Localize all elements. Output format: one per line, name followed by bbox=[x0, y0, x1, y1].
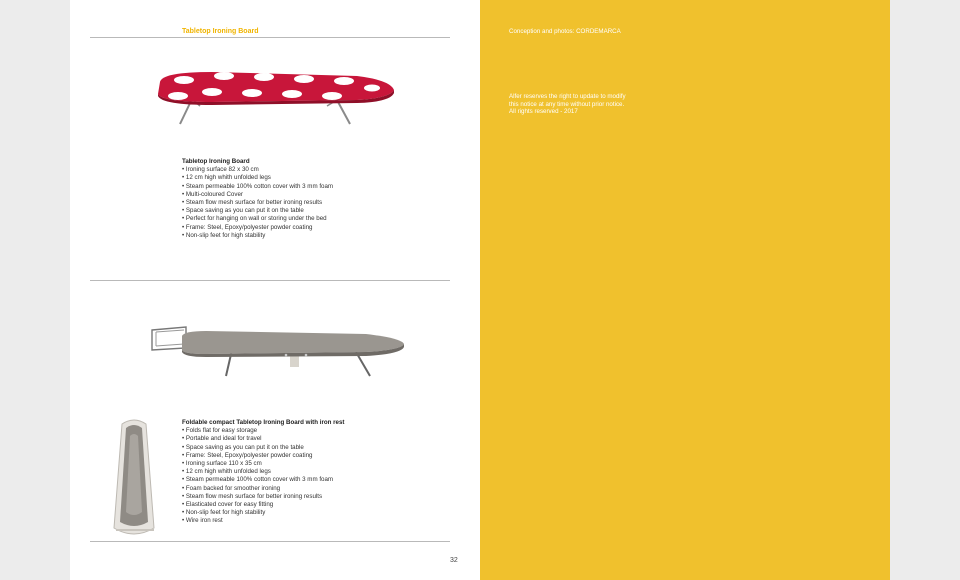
feature-item: • Steam permeable 100% cotton cover with 3 mm foam bbox=[182, 476, 345, 484]
legal-notice bbox=[509, 93, 626, 116]
left-page bbox=[70, 0, 480, 580]
page-header-title: Tabletop Ironing Board bbox=[182, 28, 259, 35]
feature-item: • Non-slip feet for high stability bbox=[182, 232, 333, 240]
feature-item: • Multi-coloured Cover bbox=[182, 191, 333, 199]
foldable-ironing-board-image bbox=[146, 322, 406, 380]
bottom-divider bbox=[90, 541, 450, 542]
right-page bbox=[480, 0, 890, 580]
feature-item: • Frame: Steel, Epoxy/polyester powder coating bbox=[182, 224, 333, 232]
credits-text: Conception and photos: CORDEMARCA bbox=[509, 28, 621, 35]
feature-item: • Ironing surface 82 x 30 cm bbox=[182, 166, 333, 174]
product-2-description bbox=[182, 419, 345, 526]
feature-item: • Folds flat for easy storage bbox=[182, 427, 345, 435]
feature-item: • 12 cm high whith unfolded legs bbox=[182, 468, 345, 476]
feature-item: • Frame: Steel, Epoxy/polyester powder coating bbox=[182, 452, 345, 460]
feature-item: • Portable and ideal for travel bbox=[182, 435, 345, 443]
feature-item: • Steam flow mesh surface for better ironing results bbox=[182, 199, 333, 207]
page-number: 32 bbox=[450, 557, 458, 564]
product-2-feature-list bbox=[182, 427, 345, 525]
feature-item: • Space saving as you can put it on the table bbox=[182, 207, 333, 215]
product-1-title: Tabletop Ironing Board bbox=[182, 158, 250, 165]
feature-item: • Foam backed for smoother ironing bbox=[182, 485, 345, 493]
feature-item: • Ironing surface 110 x 35 cm bbox=[182, 460, 345, 468]
legal-notice-line: Alfer reserves the right to update to modify bbox=[509, 93, 626, 100]
tabletop-ironing-board-image bbox=[152, 66, 402, 132]
legal-notice-line: this notice at any time without prior notice. bbox=[509, 100, 625, 108]
feature-item: • Non-slip feet for high stability bbox=[182, 509, 345, 517]
feature-item: • Wire iron rest bbox=[182, 517, 345, 525]
feature-item: • Steam flow mesh surface for better ironing results bbox=[182, 493, 345, 501]
feature-item: • Steam permeable 100% cotton cover with 3 mm foam bbox=[182, 183, 333, 191]
top-divider bbox=[90, 37, 450, 38]
product-1-description bbox=[182, 158, 333, 240]
middle-divider bbox=[90, 280, 450, 281]
feature-item: • Space saving as you can put it on the table bbox=[182, 444, 345, 452]
product-2-title: Foldable compact Tabletop Ironing Board with iron rest bbox=[182, 419, 345, 426]
product-1-feature-list bbox=[182, 166, 333, 240]
folded-ironing-board-image bbox=[104, 418, 164, 540]
legal-notice-line: All rights reserved - 2017 bbox=[509, 108, 578, 116]
feature-item: • Perfect for hanging on wall or storing under the bed bbox=[182, 215, 333, 223]
feature-item: • Elasticated cover for easy fitting bbox=[182, 501, 345, 509]
feature-item: • 12 cm high whith unfolded legs bbox=[182, 174, 333, 182]
